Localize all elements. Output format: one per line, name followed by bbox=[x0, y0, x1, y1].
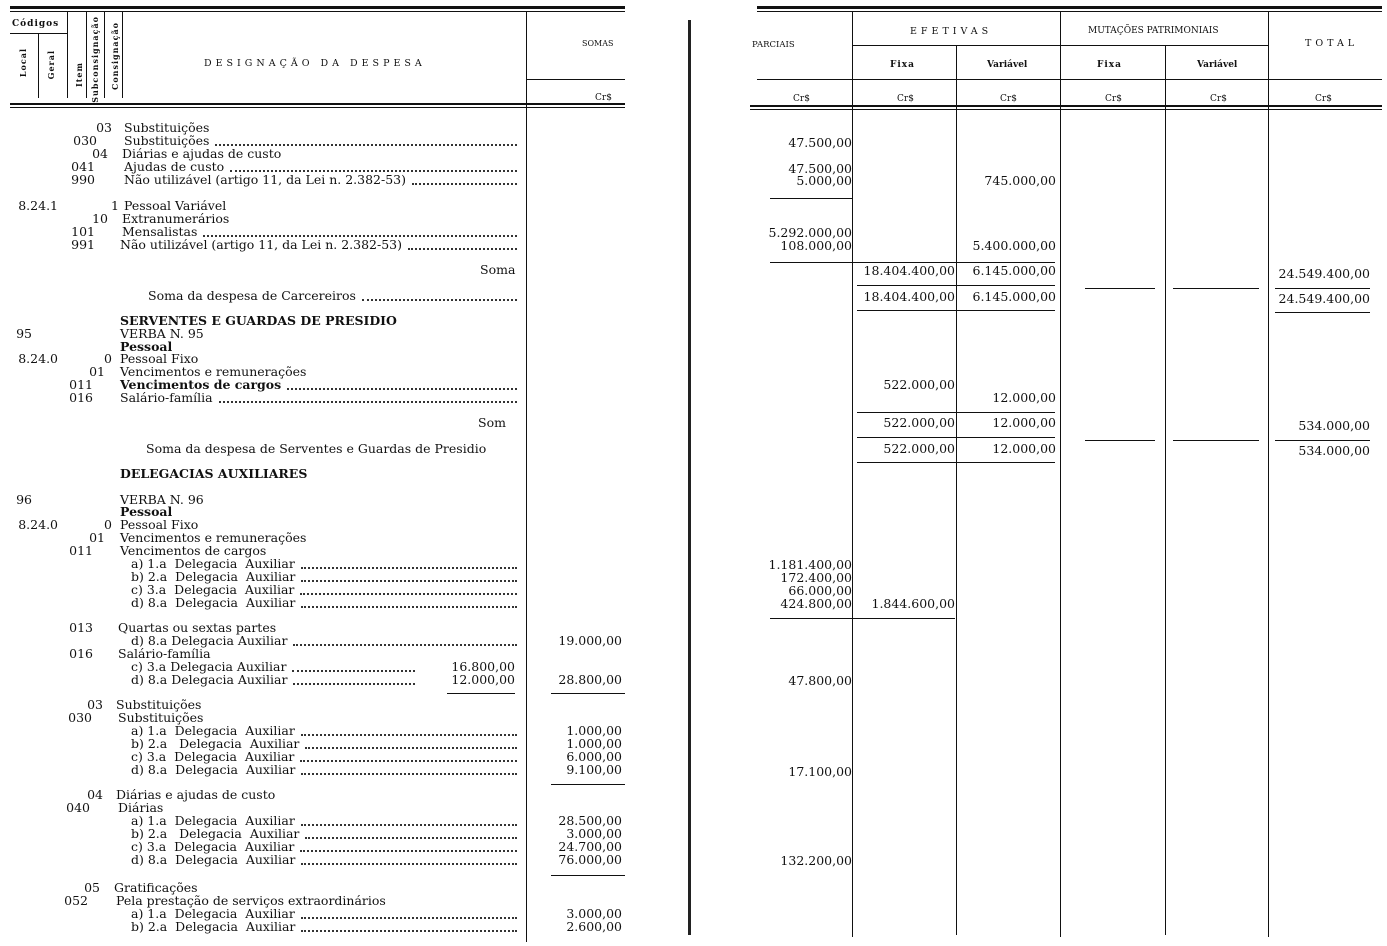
leader-dots bbox=[301, 917, 517, 919]
currency-variavel-2: Cr$ bbox=[1210, 94, 1227, 104]
row-code: 030 bbox=[68, 710, 92, 725]
row-description: Soma bbox=[480, 262, 516, 277]
designacao-heading: DESIGNAÇÃO DA DESPESA bbox=[204, 58, 426, 69]
sub-amount: 12.000,00 bbox=[451, 672, 515, 687]
row-code: 016 bbox=[69, 646, 93, 661]
fixa-amount: 522.000,00 bbox=[883, 441, 955, 456]
row-description: Vencimentos de cargos bbox=[120, 543, 267, 558]
parciais-amount: 17.100,00 bbox=[788, 764, 852, 779]
row-description: VERBA N. 95 bbox=[120, 326, 204, 341]
parciais-amount: 108.000,00 bbox=[780, 238, 852, 253]
row-code: 8.24.0 bbox=[18, 517, 58, 532]
row-description: Salário-família bbox=[118, 646, 211, 661]
subconsignacao-label: Subconsignação bbox=[90, 16, 100, 103]
leader-dots bbox=[287, 388, 517, 390]
row-description: b) 2.a Delegacia Auxiliar bbox=[131, 919, 296, 934]
fixa-heading-1: Fixa bbox=[890, 60, 916, 70]
soma-amount: 28.500,00 bbox=[558, 813, 622, 828]
row-description: c) 3.a Delegacia Auxiliar bbox=[131, 839, 295, 854]
leader-dots bbox=[300, 593, 517, 595]
leader-dots bbox=[301, 863, 517, 865]
top-rule-right bbox=[757, 6, 1382, 9]
fixa-amount: 18.404.400,00 bbox=[863, 263, 955, 278]
parciais-amount: 132.200,00 bbox=[780, 853, 852, 868]
row-description: Não utilizável (artigo 11, da Lei n. 2.382-53) bbox=[124, 172, 406, 187]
leader-dots bbox=[301, 824, 517, 826]
row-code: 04 bbox=[92, 146, 108, 161]
row-code: 011 bbox=[69, 543, 93, 558]
row-description: a) 1.a Delegacia Auxiliar bbox=[131, 813, 295, 828]
variavel-amount: 12.000,00 bbox=[992, 441, 1056, 456]
row-description: b) 2.a Delegacia Auxiliar bbox=[131, 826, 300, 841]
parciais-amount: 172.400,00 bbox=[780, 570, 852, 585]
variavel-amount: 12.000,00 bbox=[992, 390, 1056, 405]
somas-heading: SOMAS bbox=[582, 39, 614, 48]
row-code: 04 bbox=[87, 787, 103, 802]
total-amount: 534.000,00 bbox=[1298, 443, 1370, 458]
leader-dots bbox=[408, 248, 517, 250]
col-divider bbox=[526, 12, 527, 942]
soma-amount: 6.000,00 bbox=[566, 749, 622, 764]
row-description: d) 8.a Delegacia Auxiliar bbox=[131, 852, 296, 867]
row-description: Pela prestação de serviços extraordinários bbox=[116, 893, 386, 908]
leader-dots bbox=[300, 760, 517, 762]
total-heading: TOTAL bbox=[1305, 38, 1359, 49]
currency-total: Cr$ bbox=[1315, 94, 1332, 104]
row-description: d) 8.a Delegacia Auxiliar bbox=[131, 762, 296, 777]
row-description: Substituições bbox=[124, 120, 210, 135]
row-description: Pessoal Fixo bbox=[120, 517, 199, 532]
row-description: c) 3.a Delegacia Auxiliar bbox=[131, 582, 295, 597]
row-code: 990 bbox=[71, 172, 95, 187]
leader-dots bbox=[301, 567, 517, 569]
row-description: Som bbox=[478, 415, 506, 430]
consignacao-label: Consignação bbox=[110, 22, 120, 91]
row-code: 991 bbox=[71, 237, 95, 252]
row-description: Soma da despesa de Serventes e Guardas de Presidio bbox=[146, 441, 487, 456]
row-code: 8.24.1 bbox=[18, 198, 58, 213]
row-description: Substituições bbox=[116, 697, 202, 712]
variavel-heading-2: Variável bbox=[1197, 60, 1238, 70]
fixa-amount: 18.404.400,00 bbox=[863, 289, 955, 304]
page-fold bbox=[688, 20, 691, 935]
total-amount: 534.000,00 bbox=[1298, 418, 1370, 433]
row-description: c) 3.a Delegacia Auxiliar bbox=[131, 749, 295, 764]
fixa-amount: 522.000,00 bbox=[883, 377, 955, 392]
row-description: Substituições bbox=[124, 133, 210, 148]
soma-amount: 3.000,00 bbox=[566, 826, 622, 841]
row-code: 01 bbox=[89, 364, 105, 379]
leader-dots bbox=[293, 683, 415, 685]
row-code: 96 bbox=[16, 492, 32, 507]
row-description: a) 1.a Delegacia Auxiliar bbox=[131, 723, 295, 738]
currency-parciais: Cr$ bbox=[793, 94, 810, 104]
parciais-amount: 47.500,00 bbox=[788, 135, 852, 150]
row-description: b) 2.a Delegacia Auxiliar bbox=[131, 736, 300, 751]
row-description: Pessoal bbox=[120, 339, 173, 354]
row-description: Quartas ou sextas partes bbox=[118, 620, 277, 635]
soma-amount: 76.000,00 bbox=[558, 852, 622, 867]
parciais-amount: 5.292.000,00 bbox=[768, 225, 852, 240]
row-description: a) 1.a Delegacia Auxiliar bbox=[131, 556, 295, 571]
mutacoes-heading: MUTAÇÕES PATRIMONIAIS bbox=[1088, 26, 1219, 36]
parciais-amount: 47.800,00 bbox=[788, 673, 852, 688]
row-description: Diárias bbox=[118, 800, 164, 815]
row-code: 01 bbox=[89, 530, 105, 545]
top-rule bbox=[10, 6, 625, 9]
row-code: 013 bbox=[69, 620, 93, 635]
leader-dots bbox=[301, 606, 517, 608]
row-description: Extranumerários bbox=[122, 211, 230, 226]
variavel-amount: 6.145.000,00 bbox=[972, 289, 1056, 304]
row-code: 030 bbox=[73, 133, 97, 148]
header-rule bbox=[10, 103, 625, 105]
row-subcode: 1 bbox=[111, 198, 119, 213]
currency-fixa-2: Cr$ bbox=[1105, 94, 1122, 104]
row-code: 10 bbox=[92, 211, 108, 226]
row-description: Ajudas de custo bbox=[124, 159, 225, 174]
fixa-amount: 522.000,00 bbox=[883, 415, 955, 430]
row-description: Mensalistas bbox=[122, 224, 198, 239]
sub-amount: 16.800,00 bbox=[451, 659, 515, 674]
row-subcode: 0 bbox=[104, 351, 112, 366]
currency-label: Cr$ bbox=[595, 93, 612, 103]
row-description: c) 3.a Delegacia Auxiliar bbox=[131, 659, 287, 674]
soma-amount: 2.600,00 bbox=[566, 919, 622, 934]
header-rule-right bbox=[750, 105, 1382, 107]
row-description: Vencimentos e remunerações bbox=[120, 364, 307, 379]
soma-amount: 24.700,00 bbox=[558, 839, 622, 854]
soma-amount: 28.800,00 bbox=[558, 672, 622, 687]
parciais-amount: 5.000,00 bbox=[796, 173, 852, 188]
leader-dots bbox=[301, 773, 517, 775]
currency-fixa-1: Cr$ bbox=[897, 94, 914, 104]
leader-dots bbox=[305, 747, 517, 749]
row-description: VERBA N. 96 bbox=[120, 492, 204, 507]
leader-dots bbox=[301, 930, 517, 932]
row-description: d) 8.a Delegacia Auxiliar bbox=[131, 595, 296, 610]
sub-underline bbox=[447, 693, 515, 694]
soma-amount: 1.000,00 bbox=[566, 723, 622, 738]
leader-dots bbox=[219, 401, 517, 403]
efetivas-heading: EFETIVAS bbox=[910, 26, 993, 37]
parciais-amount: 47.500,00 bbox=[788, 161, 852, 176]
row-description: Substituições bbox=[118, 710, 204, 725]
top-rule-thin bbox=[10, 11, 625, 12]
leader-dots bbox=[301, 734, 517, 736]
leader-dots bbox=[301, 580, 517, 582]
variavel-amount: 5.400.000,00 bbox=[972, 238, 1056, 253]
soma-amount: 3.000,00 bbox=[566, 906, 622, 921]
row-code: 011 bbox=[69, 377, 93, 392]
parciais-amount: 424.800,00 bbox=[780, 596, 852, 611]
parciais-amount: 1.181.400,00 bbox=[768, 557, 852, 572]
row-description: DELEGACIAS AUXILIARES bbox=[120, 466, 308, 481]
row-description: Vencimentos de cargos bbox=[120, 377, 282, 392]
row-description: Salário-família bbox=[120, 390, 213, 405]
leader-dots bbox=[412, 183, 517, 185]
variavel-amount: 6.145.000,00 bbox=[972, 263, 1056, 278]
row-description: Gratificações bbox=[114, 880, 198, 895]
codigos-label: Códigos bbox=[12, 19, 60, 29]
right-page bbox=[745, 0, 1387, 946]
row-description: Pessoal bbox=[120, 504, 173, 519]
row-code: 040 bbox=[66, 800, 90, 815]
left-page bbox=[0, 0, 640, 946]
leader-dots bbox=[293, 644, 517, 646]
currency-variavel-1: Cr$ bbox=[1000, 94, 1017, 104]
leader-dots bbox=[362, 299, 517, 301]
row-description: Não utilizável (artigo 11, da Lei n. 2.382-53) bbox=[120, 237, 402, 252]
row-subcode: 0 bbox=[104, 517, 112, 532]
total-amount: 24.549.400,00 bbox=[1278, 291, 1370, 306]
fixa-amount: 1.844.600,00 bbox=[871, 596, 955, 611]
soma-amount: 1.000,00 bbox=[566, 736, 622, 751]
row-code: 052 bbox=[64, 893, 88, 908]
row-code: 03 bbox=[87, 697, 103, 712]
geral-label: Geral bbox=[46, 50, 56, 80]
row-description: a) 1.a Delegacia Auxiliar bbox=[131, 906, 295, 921]
parciais-heading: PARCIAIS bbox=[752, 40, 795, 50]
row-code: 95 bbox=[16, 326, 32, 341]
row-description: Soma da despesa de Carcereiros bbox=[148, 288, 356, 303]
row-code: 8.24.0 bbox=[18, 351, 58, 366]
row-code: 03 bbox=[96, 120, 112, 135]
leader-dots bbox=[300, 850, 517, 852]
item-label: Item bbox=[74, 62, 84, 87]
row-description: Diárias e ajudas de custo bbox=[122, 146, 282, 161]
leader-dots bbox=[292, 670, 415, 672]
variavel-amount: 12.000,00 bbox=[992, 415, 1056, 430]
variavel-amount: 745.000,00 bbox=[984, 173, 1056, 188]
row-description: b) 2.a Delegacia Auxiliar bbox=[131, 569, 296, 584]
row-description: Pessoal Fixo bbox=[120, 351, 199, 366]
soma-underline bbox=[551, 693, 625, 694]
row-description: Pessoal Variável bbox=[124, 198, 227, 213]
total-amount: 24.549.400,00 bbox=[1278, 266, 1370, 281]
row-description: d) 8.a Delegacia Auxiliar bbox=[131, 633, 288, 648]
fixa-heading-2: Fixa bbox=[1097, 60, 1123, 70]
row-description: Vencimentos e remunerações bbox=[120, 530, 307, 545]
soma-amount: 19.000,00 bbox=[558, 633, 622, 648]
row-code: 05 bbox=[84, 880, 100, 895]
soma-amount: 9.100,00 bbox=[566, 762, 622, 777]
row-description: Diárias e ajudas de custo bbox=[116, 787, 276, 802]
leader-dots bbox=[305, 837, 517, 839]
row-description: SERVENTES E GUARDAS DE PRESIDIO bbox=[120, 313, 397, 328]
parciais-amount: 66.000,00 bbox=[788, 583, 852, 598]
row-code: 041 bbox=[71, 159, 95, 174]
variavel-heading-1: Variável bbox=[987, 60, 1028, 70]
local-label: Local bbox=[18, 48, 28, 78]
row-code: 016 bbox=[69, 390, 93, 405]
row-code: 101 bbox=[71, 224, 95, 239]
row-description: d) 8.a Delegacia Auxiliar bbox=[131, 672, 288, 687]
